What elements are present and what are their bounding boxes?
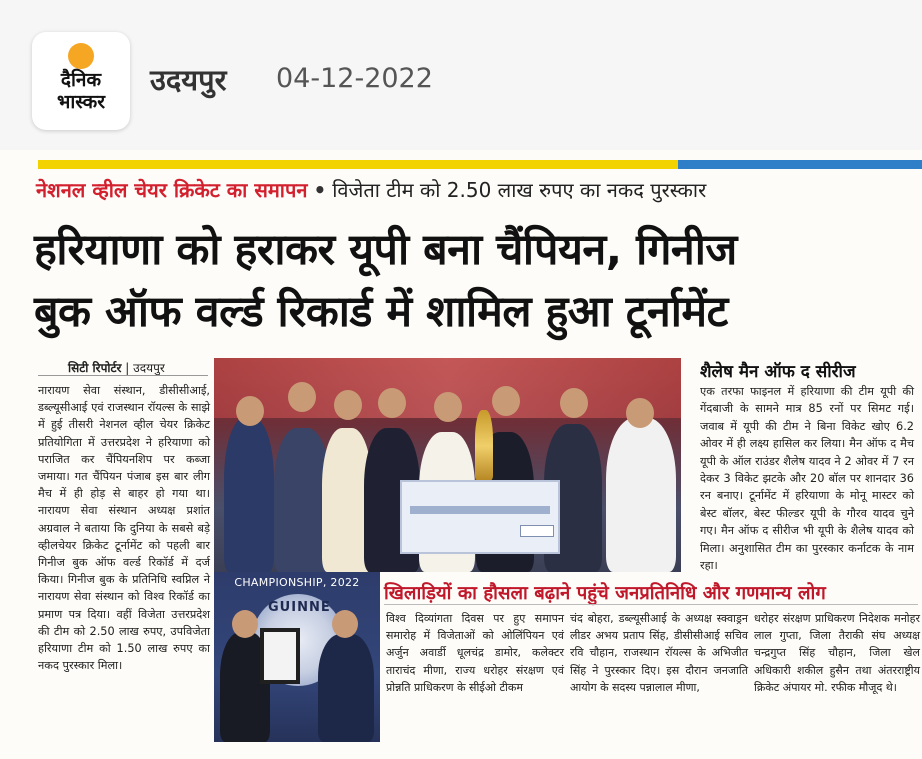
person-head: [288, 382, 316, 412]
byline-reporter: सिटी रिपोर्टर: [68, 361, 122, 375]
person-head: [236, 396, 264, 426]
kicker-highlight: नेशनल व्हील चेयर क्रिकेट का समापन: [36, 178, 308, 202]
person-figure: [224, 418, 274, 572]
article-kicker: [36, 176, 706, 203]
sun-icon: [68, 43, 94, 69]
trophy-icon: [475, 410, 493, 482]
cheque-amount-box: [520, 525, 554, 537]
headline-line1: हरियाणा को हराकर यूपी बना चैंपियन, गिनीज: [34, 225, 737, 275]
section-bar-yellow: [38, 160, 678, 169]
cheque-banner: [410, 506, 550, 514]
edition-date: 04-12-2022: [276, 63, 433, 94]
person-head: [626, 398, 654, 428]
person-figure: [606, 418, 676, 572]
person-head: [334, 390, 362, 420]
guinness-wordmark: GUINNE: [268, 600, 331, 615]
sub-body-col3: धरोहर संरक्षण प्राधिकरण निदेशक मनोहर लाल गुप्ता, जिला तैराकी संघ अध्यक्ष चन्द्रगुप्त सिंह चौहान, जिला खेल अधिकारी शकील हुसैन तथा अंतरराष्ट्रीय क्रिकेट अंपायर मो. रफीक मौजूद थे।: [754, 612, 920, 694]
byline-city: उदयपुर: [133, 361, 165, 375]
sub-heading-divider: [384, 604, 918, 605]
sub-heading: खिलाड़ियों का हौसला बढ़ाने पहुंचे जनप्रतिनिधि और गणमान्य लोग: [384, 583, 826, 604]
headline-line2: बुक ऑफ वर्ल्ड रिकार्ड में शामिल हुआ टूर्नामेंट: [34, 287, 728, 337]
person-head: [232, 610, 258, 638]
person-head: [492, 386, 520, 416]
app-header: [0, 0, 922, 150]
byline: [68, 359, 165, 376]
championship-banner-text: CHAMPIONSHIP, 2022: [234, 576, 360, 589]
person-figure: [318, 634, 374, 742]
kicker-bullet: •: [313, 178, 327, 202]
sub-body-col1: विश्व दिव्यांगता दिवस पर हुए समापन समारोह में विजेताओं को ओलिंपियन एवं अर्जुन अवार्डी धूलचंद्र डामोर, कलेक्टर ताराचंद मीणा, राज्य धरोहर संरक्षण एवं प्रोन्नति प्राधिकरण के सीईओ टीकम: [386, 612, 564, 694]
person-head: [434, 392, 462, 422]
person-head: [332, 610, 358, 638]
sidebar-heading: शैलेष मैन ऑफ द सीरीज: [700, 362, 856, 382]
article-body-left: नारायण सेवा संस्थान, डीसीसीआई, डब्ल्यूसीआई एवं राजस्थान रॉयल्स के साझे में हुई तीसरी नेशनल व्हील चेयर क्रिकेट प्रतियोगिता में उत्तरप्रदेश ने हरियाणा को पराजित कर चैंपियनशिप पर कब्जा जमाया। गत चैंपियन पंजाब इस बार लीग मैच में ही होड़ से बाहर हो गया था। नारायण सेवा संस्थान अध्यक्ष प्रशांत अग्रवाल ने बताया कि दुनिया के सबसे बड़े व्हीलचेयर क्रिकेट टूर्नामेंट को पहली बार गिनीज बुक ऑफ वर्ल्ड रिकॉर्ड में दर्ज किया। गिनीज बुक के प्रतिनिधि स्वप्निल ने नारायण सेवा संस्थान को विश्व रिकॉर्ड का प्रमाण पत्र दिया। वहीं विजेता उत्तरप्रदेश की टीम को 2.50 लाख रुपए, उपविजेता हरियाणा टीम को 1.50 लाख रुपए का नकद पुरस्कार मिला।: [38, 384, 210, 673]
edition-city: उदयपुर: [150, 63, 227, 97]
logo-text-line2: भास्कर: [56, 91, 106, 113]
byline-separator: |: [125, 361, 130, 375]
sidebar-body: एक तरफा फाइनल में हरियाणा की टीम यूपी की गेंदबाजी के सामने मात्र 85 रनों पर सिमट गई। जवाब में यूपी की टीम ने बिना विकेट खोए 6.2 ओवर में ही लक्ष्य हासिल कर लिया। मैन ऑफ द मैच यूपी के ऑल राउंडर शैलेष यादव ने 2 ओवर में 7 रन देकर 3 विकेट झटके और 20 बॉल पर शानदार 36 रन बनाए। टूर्नामेंट में हरियाणा के मोनू मास्टर को बेस्ट बॉलर, बेस्ट फील्डर यूपी के गौरव यादव चुने गए। मैन ऑफ द सीरीज भी यूपी के शैलेष यादव को मिला। अनुशासित टीम का पुरस्कार कर्नाटक के नाम रहा।: [700, 385, 914, 573]
prize-cheque: [400, 480, 560, 554]
person-head: [378, 388, 406, 418]
sub-body-col2: चंद बोहरा, डब्ल्यूसीआई के अध्यक्ष स्क्वाड्रन लीडर अभय प्रताप सिंह, डीसीसीआई सचिव रवि चौहान, राजस्थान रॉयल्स के अभिजीत सिंह ने पुरस्कार दिए। इस दौरान जनजाति आयोग के सदस्य पन्नालाल मीणा,: [570, 612, 748, 694]
byline-divider: [38, 375, 208, 376]
certificate-frame: [260, 628, 300, 684]
kicker-subtext: विजेता टीम को 2.50 लाख रुपए का नकद पुरस्कार: [332, 178, 707, 202]
dainik-bhaskar-logo[interactable]: [32, 32, 130, 130]
section-bar-blue: [678, 160, 922, 169]
logo-text-line1: दैनिक: [60, 69, 102, 91]
person-head: [560, 388, 588, 418]
